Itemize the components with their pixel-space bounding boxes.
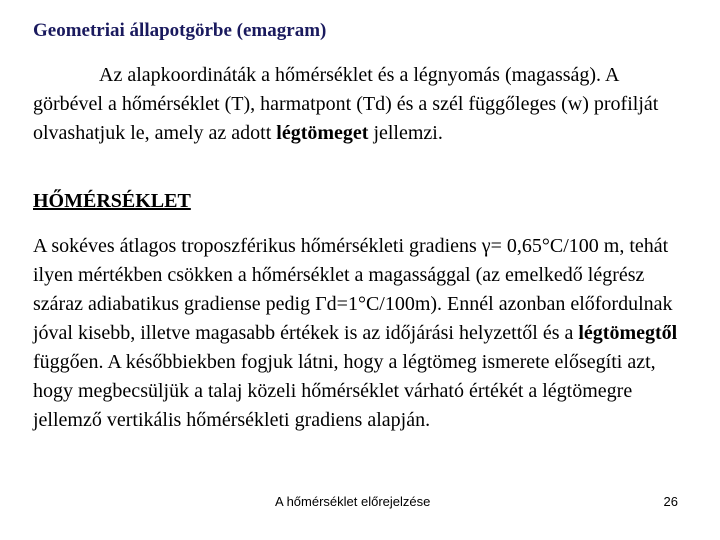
body-bold-term: légtömegtől (578, 322, 678, 344)
intro-text-start: Az alapkoordináták a hőmérséklet és a légnyomás (magasság). A görbével a hőmérséklet (T), harmatpont (Td) és a szél függőleges (w) profilját olvashatjuk le, amely az adott (33, 64, 659, 144)
body-text-start: A sokéves átlagos troposzférikus hőmérsékleti gradiens γ= 0,65°C/100 m, tehát ilyen mértékben csökken a hőmérséklet a magassággal (az emelkedő légrész száraz adiabatikus gradiense pedig Γd=1°C/100m). Ennél azonban előfordulnak jóval kisebb, illetve magasabb értékek is az időjárási helyzettől és a (33, 235, 673, 344)
body-text-end: függően. A későbbiekben fogjuk látni, hogy a légtömeg ismerete elősegíti azt, hogy megbecsüljük a talaj közeli hőmérséklet várható értékét a légtömegre jellemző vertikális hőmérsékleti gradiens alapján. (33, 351, 656, 431)
intro-text-end: jellemzi. (368, 122, 443, 144)
section-heading: HŐMÉRSÉKLET (33, 190, 191, 212)
footer-caption: A hőmérséklet előrejelzése (275, 494, 431, 509)
page-number: 26 (663, 494, 678, 509)
intro-bold-term: légtömeget (276, 122, 369, 144)
body-paragraph (33, 232, 693, 435)
intro-paragraph (33, 61, 693, 148)
slide-title: Geometriai állapotgörbe (emagram) (33, 20, 327, 41)
